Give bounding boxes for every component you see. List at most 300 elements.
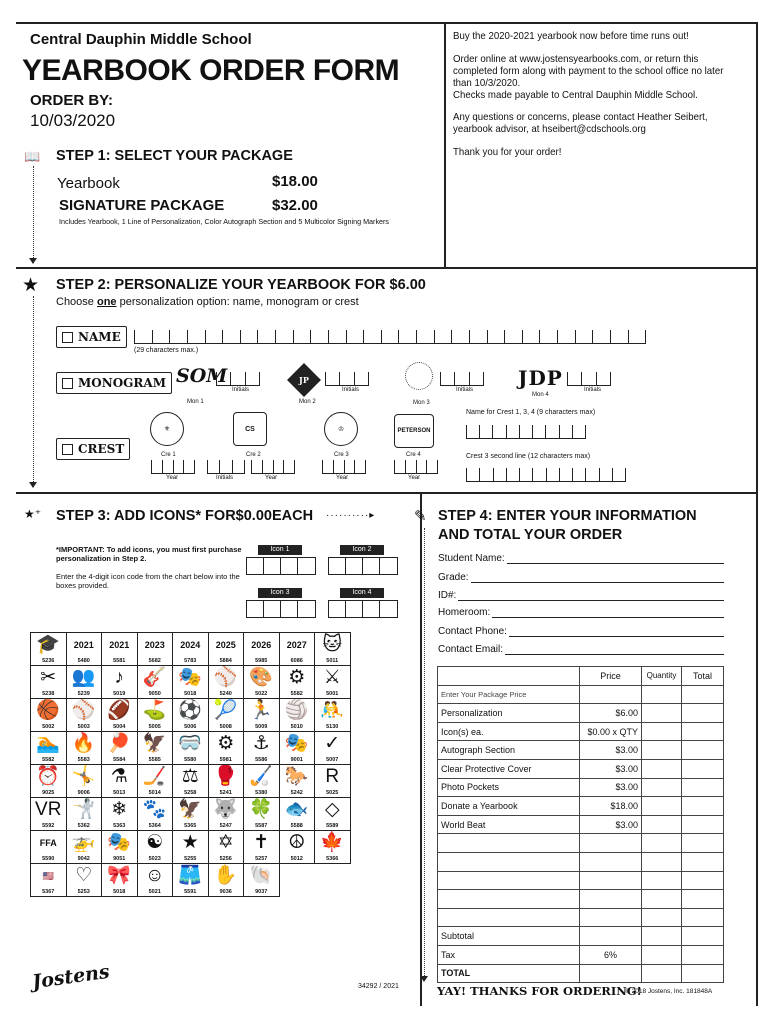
icon-glyph: ◇ bbox=[324, 799, 340, 820]
icon-glyph: 🎸 bbox=[142, 667, 167, 688]
icon-cell bbox=[173, 633, 209, 666]
icon-glyph: 🏊 bbox=[36, 733, 61, 754]
order-item-total[interactable] bbox=[682, 834, 724, 853]
icon-glyph: ☺ bbox=[145, 865, 165, 886]
order-item-quantity[interactable] bbox=[642, 759, 682, 778]
contact-email-label: Contact Email: bbox=[438, 644, 504, 655]
icon-glyph: 🍀 bbox=[249, 799, 274, 820]
star-icon: ★ bbox=[22, 275, 40, 296]
order-item-total[interactable] bbox=[682, 852, 724, 871]
monogram-1-art[interactable]: SOM bbox=[176, 365, 228, 387]
icon-code: 5256 bbox=[219, 856, 232, 862]
name-checkbox[interactable] bbox=[62, 332, 73, 343]
icon-code: 9001 bbox=[290, 757, 303, 763]
icon-code: 5025 bbox=[326, 790, 339, 796]
order-item-total[interactable] bbox=[682, 927, 724, 946]
icon-glyph: ✋ bbox=[213, 865, 238, 886]
header-divider bbox=[444, 22, 446, 267]
icon-glyph: ⚔ bbox=[323, 667, 341, 688]
icon-glyph: ⚓ bbox=[252, 733, 270, 754]
icon-cell bbox=[209, 732, 245, 765]
order-item-quantity[interactable] bbox=[642, 852, 682, 871]
icon-cell bbox=[209, 798, 245, 831]
order-item-total[interactable] bbox=[682, 778, 724, 797]
order-item-price: $0.00 x QTY bbox=[580, 722, 642, 741]
step2-title: STEP 2: PERSONALIZE YOUR YEARBOOK FOR $6.00 bbox=[56, 277, 426, 293]
icon-code: 5013 bbox=[113, 790, 126, 796]
icon-glyph: 🏐 bbox=[284, 700, 309, 721]
icon-code: 5242 bbox=[290, 790, 303, 796]
icon-glyph: 🚁 bbox=[71, 832, 96, 853]
order-table-row bbox=[438, 964, 724, 983]
package-signature[interactable]: SIGNATURE PACKAGE bbox=[59, 197, 225, 214]
step2-arrow bbox=[29, 482, 37, 488]
icon-cell bbox=[31, 732, 67, 765]
order-table-row bbox=[438, 945, 724, 964]
order-item-price: $3.00 bbox=[580, 815, 642, 834]
icon-glyph: 🥽 bbox=[178, 733, 203, 754]
icon-cell bbox=[173, 765, 209, 798]
icon-glyph: 🎭 bbox=[284, 733, 309, 754]
icon-glyph: 🇺🇸 bbox=[42, 871, 54, 881]
package-signature-price: $32.00 bbox=[272, 197, 318, 214]
icon-glyph: ☯ bbox=[146, 832, 164, 853]
icon-cell bbox=[209, 666, 245, 699]
copyright: © 2018 Jostens, Inc. 181848A bbox=[625, 988, 713, 995]
name-entry-boxes[interactable] bbox=[134, 330, 646, 344]
crest-name-label: Name for Crest 1, 3, 4 (9 characters max) bbox=[466, 409, 596, 416]
icon-code: 5236 bbox=[42, 658, 55, 664]
order-item-total[interactable] bbox=[682, 685, 724, 704]
icon-cell bbox=[67, 699, 103, 732]
order-item-quantity[interactable] bbox=[642, 890, 682, 909]
monogram-4-art[interactable]: JDP bbox=[518, 366, 563, 390]
order-item-total[interactable] bbox=[682, 890, 724, 909]
icon-code: 5985 bbox=[255, 658, 268, 664]
icon-cell bbox=[102, 633, 138, 666]
icon-glyph: 2024 bbox=[180, 640, 201, 650]
icon-cell bbox=[244, 732, 280, 765]
icon-code: 5004 bbox=[113, 724, 126, 730]
icon-cell bbox=[209, 864, 245, 897]
step1-dotted-line bbox=[33, 166, 34, 258]
subtitle-pre: Choose bbox=[56, 296, 97, 308]
icon-cell bbox=[315, 732, 351, 765]
icon-code: 5239 bbox=[77, 691, 90, 697]
icon-code: 5587 bbox=[255, 823, 268, 829]
icon-glyph: 2023 bbox=[144, 640, 165, 650]
icon-glyph: 👥 bbox=[71, 667, 96, 688]
icon-glyph: 🏓 bbox=[107, 733, 132, 754]
contact-phone-label: Contact Phone: bbox=[438, 626, 507, 637]
order-item-quantity[interactable] bbox=[642, 685, 682, 704]
order-item-total[interactable] bbox=[682, 871, 724, 890]
icon-code: 5014 bbox=[148, 790, 161, 796]
icon-cell bbox=[209, 831, 245, 864]
icon-glyph: 🦅 bbox=[178, 799, 203, 820]
icon-code: 5591 bbox=[184, 889, 197, 895]
homeroom-field[interactable] bbox=[438, 607, 724, 618]
icon-code: 5238 bbox=[42, 691, 55, 697]
order-item-label: Icon(s) ea. bbox=[438, 722, 580, 741]
order-item-quantity[interactable] bbox=[642, 927, 682, 946]
icon-glyph: 🔥 bbox=[71, 733, 96, 754]
student-name-field[interactable] bbox=[438, 553, 724, 564]
order-item-quantity[interactable] bbox=[642, 815, 682, 834]
order-item-quantity[interactable] bbox=[642, 704, 682, 723]
order-item-quantity[interactable] bbox=[642, 834, 682, 853]
monogram-3-initials[interactable] bbox=[440, 372, 484, 386]
package-signature-desc: Includes Yearbook, 1 Line of Personalization, Color Autograph Section and 5 Multicolor Signing Markers bbox=[59, 217, 390, 226]
order-table-row bbox=[438, 722, 724, 741]
icons-important-note: *IMPORTANT: To add icons, you must first purchase personalization in Step 2. bbox=[56, 545, 242, 563]
icon-code: 9042 bbox=[77, 856, 90, 862]
option-name[interactable] bbox=[56, 326, 127, 348]
info-thanks: Thank you for your order! bbox=[453, 146, 562, 158]
order-item-label: TOTAL bbox=[438, 964, 580, 983]
contact-phone-field[interactable] bbox=[438, 626, 724, 637]
crest-3-art[interactable]: ♔ bbox=[324, 412, 358, 446]
crest-4-art[interactable]: PETERSON bbox=[394, 414, 434, 448]
order-item-quantity[interactable] bbox=[642, 797, 682, 816]
icon-code: 5010 bbox=[290, 724, 303, 730]
icon-code: 9050 bbox=[148, 691, 161, 697]
icon-cell bbox=[280, 798, 316, 831]
order-item-total[interactable] bbox=[682, 722, 724, 741]
icon-glyph: ⚗ bbox=[110, 766, 128, 787]
table-header-row bbox=[438, 667, 724, 686]
order-item-price: $6.00 bbox=[580, 704, 642, 723]
icon-glyph: 🐱 bbox=[322, 634, 343, 655]
order-item-quantity[interactable] bbox=[642, 945, 682, 964]
school-name: Central Dauphin Middle School bbox=[30, 31, 252, 48]
icon-code: 5258 bbox=[184, 790, 197, 796]
icon-cell bbox=[209, 699, 245, 732]
icon-cell bbox=[315, 798, 351, 831]
icon-cell bbox=[31, 666, 67, 699]
crest-1-art[interactable]: ⚜ bbox=[150, 412, 184, 446]
icon-cell bbox=[244, 699, 280, 732]
crest2-initials-label: Initials bbox=[216, 475, 234, 481]
icon-cell bbox=[209, 633, 245, 666]
icon4-tag: Icon 4 bbox=[340, 588, 384, 598]
icon-cell bbox=[315, 699, 351, 732]
icon-glyph: FFA bbox=[39, 838, 57, 848]
icon-glyph: 🐾 bbox=[142, 799, 167, 820]
order-item-quantity[interactable] bbox=[642, 871, 682, 890]
icon-code: 5241 bbox=[219, 790, 232, 796]
step2-dotted-line bbox=[33, 296, 34, 482]
subtitle-post: personalization option: name, monogram or crest bbox=[116, 296, 359, 308]
icon-cell bbox=[138, 732, 174, 765]
icon-code: 5582 bbox=[42, 757, 55, 763]
icon-code: 5012 bbox=[290, 856, 303, 862]
icon-cell bbox=[138, 798, 174, 831]
order-item-price bbox=[580, 834, 642, 853]
info-contact: Any questions or concerns, please contact Heather Seibert, yearbook advisor, at hseibert@cdschools.org bbox=[453, 111, 708, 135]
icon-code: 9037 bbox=[255, 889, 268, 895]
icon-code: 5240 bbox=[219, 691, 232, 697]
icon-cell bbox=[280, 831, 316, 864]
icon-code: 5257 bbox=[255, 856, 268, 862]
order-item-total[interactable] bbox=[682, 815, 724, 834]
form-code: 34292 / 2021 bbox=[358, 983, 399, 990]
monogram-4-initials[interactable] bbox=[567, 372, 611, 386]
crest-line2-boxes[interactable] bbox=[466, 468, 626, 482]
contact-email-field[interactable] bbox=[438, 644, 724, 655]
icon-cell bbox=[67, 666, 103, 699]
step2-top-border bbox=[16, 267, 757, 269]
order-table-row bbox=[438, 871, 724, 890]
icon3-code-input[interactable] bbox=[246, 600, 316, 618]
order-table-row bbox=[438, 685, 724, 704]
step1-title: STEP 1: SELECT YOUR PACKAGE bbox=[56, 148, 293, 164]
icon-glyph: 🐟 bbox=[284, 799, 309, 820]
order-table-row bbox=[438, 741, 724, 760]
icon-code: 5362 bbox=[77, 823, 90, 829]
option-crest[interactable] bbox=[56, 438, 130, 460]
icon-cell bbox=[280, 732, 316, 765]
crest-2-year[interactable] bbox=[251, 460, 295, 474]
icon-cell bbox=[67, 765, 103, 798]
order-by-date: 10/03/2020 bbox=[30, 111, 116, 130]
mon3-label: Mon 3 bbox=[413, 400, 430, 406]
icon-glyph: ⚙ bbox=[217, 733, 235, 754]
option-monogram[interactable] bbox=[56, 372, 172, 394]
icon-glyph: 🤸 bbox=[71, 766, 96, 787]
icon-code: 5009 bbox=[255, 724, 268, 730]
crest2-year-label: Year bbox=[265, 475, 278, 481]
order-item-quantity[interactable] bbox=[642, 964, 682, 983]
icon-cell bbox=[31, 831, 67, 864]
icon-cell bbox=[315, 765, 351, 798]
icon-glyph: 🥊 bbox=[213, 766, 238, 787]
crest3-year-label: Year bbox=[336, 475, 349, 481]
icon-cell bbox=[173, 798, 209, 831]
crest1-year-label: Year bbox=[166, 475, 179, 481]
crest-checkbox[interactable] bbox=[62, 444, 73, 455]
icon-code: 5363 bbox=[113, 823, 126, 829]
icon-glyph: ⚖ bbox=[181, 766, 199, 787]
icon-glyph: ☮ bbox=[288, 832, 306, 853]
icon-cell bbox=[280, 765, 316, 798]
icon-code: 5581 bbox=[113, 658, 126, 664]
crest-2-art[interactable]: CS bbox=[233, 412, 267, 446]
icon-code: 5480 bbox=[77, 658, 90, 664]
monogram-1-initials[interactable] bbox=[216, 372, 260, 386]
jostens-logo: Jostens bbox=[30, 960, 111, 994]
order-table-row bbox=[438, 759, 724, 778]
order-item-price: $18.00 bbox=[580, 797, 642, 816]
monogram-3-art[interactable] bbox=[405, 362, 433, 390]
icon1-code-input[interactable] bbox=[246, 557, 316, 575]
order-item-price: $3.00 bbox=[580, 759, 642, 778]
icon-cell bbox=[138, 633, 174, 666]
order-item-label: Photo Pockets bbox=[438, 778, 580, 797]
icon-code: 5023 bbox=[148, 856, 161, 862]
icon-glyph: R bbox=[325, 766, 340, 787]
order-item-total[interactable] bbox=[682, 759, 724, 778]
order-item-total[interactable] bbox=[682, 741, 724, 760]
step4-title-2: AND TOTAL YOUR ORDER bbox=[438, 527, 623, 543]
icon-cell bbox=[67, 633, 103, 666]
order-item-quantity[interactable] bbox=[642, 778, 682, 797]
monogram-2-text: JP bbox=[299, 375, 309, 385]
order-table-row bbox=[438, 927, 724, 946]
icon-cell bbox=[67, 798, 103, 831]
icon-code: 5018 bbox=[184, 691, 197, 697]
icon-glyph: 🤺 bbox=[71, 799, 96, 820]
icon-cell bbox=[173, 732, 209, 765]
icon-glyph: 🐚 bbox=[249, 865, 274, 886]
order-table-row bbox=[438, 797, 724, 816]
order-table-row bbox=[438, 815, 724, 834]
table-header-item bbox=[438, 667, 580, 686]
icon-glyph: 🏈 bbox=[107, 700, 132, 721]
crest-2-initials[interactable] bbox=[207, 460, 245, 474]
icon-glyph: 🏒 bbox=[142, 766, 167, 787]
icon-glyph: ♡ bbox=[75, 865, 93, 886]
icon-code: 5580 bbox=[184, 757, 197, 763]
icon-cell bbox=[280, 666, 316, 699]
icon2-tag: Icon 2 bbox=[340, 545, 384, 555]
order-item-price bbox=[580, 852, 642, 871]
order-item-price bbox=[580, 927, 642, 946]
icon-glyph: ⚾ bbox=[213, 667, 238, 688]
icon-glyph: ⚽ bbox=[178, 700, 203, 721]
order-item-price: $3.00 bbox=[580, 778, 642, 797]
icon-glyph: ✡ bbox=[217, 832, 234, 853]
grade-field[interactable] bbox=[438, 572, 724, 583]
icon-glyph: 🍁 bbox=[320, 832, 345, 853]
icons-instructions: Enter the 4-digit icon code from the chart below into the boxes provided. bbox=[56, 572, 240, 590]
icon-glyph: 🎀 bbox=[107, 865, 132, 886]
icon-glyph: 🎓 bbox=[36, 634, 61, 655]
order-item-total[interactable] bbox=[682, 908, 724, 927]
icon-glyph: 🏀 bbox=[36, 700, 61, 721]
step4-arrow bbox=[420, 976, 428, 982]
icon-code: 5021 bbox=[148, 889, 161, 895]
order-table-row bbox=[438, 852, 724, 871]
icon2-code-input[interactable] bbox=[328, 557, 398, 575]
icon-cell bbox=[31, 864, 67, 897]
order-item-price bbox=[580, 685, 642, 704]
icon-code: 5018 bbox=[113, 889, 126, 895]
order-item-price bbox=[580, 871, 642, 890]
order-item-total[interactable] bbox=[682, 704, 724, 723]
icon-cell bbox=[67, 831, 103, 864]
monogram-2-initials[interactable] bbox=[325, 372, 369, 386]
icon-glyph: 🏃 bbox=[249, 700, 274, 721]
icon-code: 5130 bbox=[326, 724, 339, 730]
icon-cell bbox=[280, 699, 316, 732]
icon-code: 5008 bbox=[219, 724, 232, 730]
order-table-row bbox=[438, 834, 724, 853]
order-item-label: Enter Your Package Price bbox=[438, 685, 580, 704]
icon-code: 5367 bbox=[42, 889, 55, 895]
crest-4-year[interactable] bbox=[394, 460, 438, 474]
icon-code: 5003 bbox=[77, 724, 90, 730]
step3-icon-price: $0.00 bbox=[235, 508, 272, 524]
order-item-label bbox=[438, 852, 580, 871]
icon-code: 5884 bbox=[219, 658, 232, 664]
order-item-total[interactable] bbox=[682, 964, 724, 983]
icon-cell bbox=[173, 699, 209, 732]
icon-cell bbox=[244, 798, 280, 831]
icon-glyph: 🐎 bbox=[284, 766, 309, 787]
monogram-2-art[interactable] bbox=[287, 363, 321, 397]
icon-glyph: 🏑 bbox=[249, 766, 274, 787]
icon-cell bbox=[315, 666, 351, 699]
icon-cell bbox=[173, 831, 209, 864]
cre1-label: Cre 1 bbox=[161, 452, 176, 458]
order-item-total[interactable] bbox=[682, 797, 724, 816]
id-label: ID#: bbox=[438, 590, 457, 601]
option-name-label: NAME bbox=[78, 330, 121, 344]
step2-subtitle bbox=[56, 296, 359, 308]
order-table-row bbox=[438, 778, 724, 797]
order-item-quantity[interactable] bbox=[642, 741, 682, 760]
icon-cell bbox=[315, 831, 351, 864]
icon-glyph: 🐺 bbox=[213, 799, 238, 820]
icon-cell bbox=[138, 864, 174, 897]
id-field[interactable] bbox=[438, 590, 724, 601]
order-item-total[interactable] bbox=[682, 945, 724, 964]
info-checks: Checks made payable to Central Dauphin Middle School. bbox=[453, 89, 698, 101]
icon-glyph: ✓ bbox=[324, 733, 341, 754]
crest-1-year[interactable] bbox=[151, 460, 195, 474]
order-item-quantity[interactable] bbox=[642, 722, 682, 741]
mon1-label: Mon 1 bbox=[187, 399, 204, 405]
step3-title bbox=[56, 508, 313, 524]
mon4-label: Mon 4 bbox=[532, 392, 549, 398]
step3-dotted-arrow: ··········▸ bbox=[326, 510, 376, 521]
option-crest-label: CREST bbox=[78, 442, 125, 456]
icon-cell bbox=[102, 699, 138, 732]
icon-code: 5005 bbox=[148, 724, 161, 730]
order-item-label bbox=[438, 908, 580, 927]
subtitle-one: one bbox=[96, 296, 117, 308]
order-table-row bbox=[438, 908, 724, 927]
icon-glyph: 🎭 bbox=[107, 832, 132, 853]
icon-code: 5583 bbox=[77, 757, 90, 763]
package-yearbook[interactable]: Yearbook bbox=[57, 175, 120, 192]
icon-code: 5588 bbox=[290, 823, 303, 829]
step3-each: EACH bbox=[271, 508, 314, 524]
student-name-label: Student Name: bbox=[438, 553, 505, 564]
crest-3-year[interactable] bbox=[322, 460, 366, 474]
monogram-checkbox[interactable] bbox=[62, 378, 73, 389]
icon-code: 9036 bbox=[219, 889, 232, 895]
icon-cell bbox=[173, 666, 209, 699]
crest-name-boxes[interactable] bbox=[466, 425, 586, 439]
form-title: YEARBOOK ORDER FORM bbox=[22, 54, 400, 87]
icon-cell bbox=[67, 864, 103, 897]
icon-cell bbox=[244, 864, 280, 897]
icon-cell bbox=[31, 633, 67, 666]
order-item-label: Clear Protective Cover bbox=[438, 759, 580, 778]
order-item-label bbox=[438, 834, 580, 853]
icon-glyph: VR bbox=[35, 799, 62, 820]
icon-glyph: 🎨 bbox=[249, 667, 274, 688]
order-item-label: Subtotal bbox=[438, 927, 580, 946]
icon-glyph: ❄ bbox=[111, 799, 128, 820]
mon3-initials-label: Initials bbox=[456, 387, 474, 393]
mon2-label: Mon 2 bbox=[299, 399, 316, 405]
order-item-quantity[interactable] bbox=[642, 908, 682, 927]
icon4-code-input[interactable] bbox=[328, 600, 398, 618]
order-item-price bbox=[580, 908, 642, 927]
